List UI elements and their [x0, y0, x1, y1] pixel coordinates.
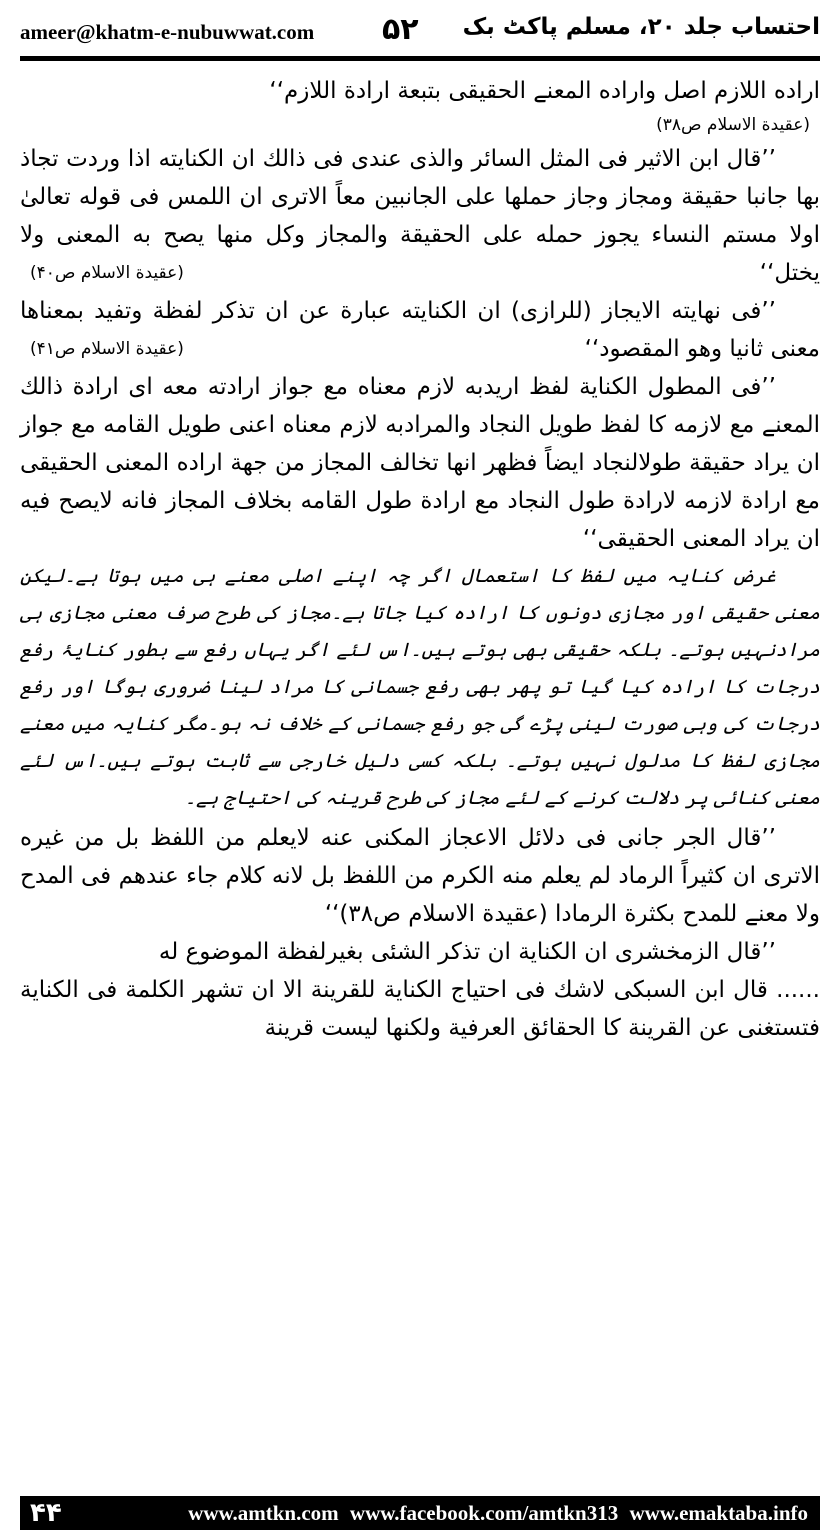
footer-link-emaktaba[interactable]: www.emaktaba.info [629, 1501, 808, 1525]
page-header [20, 14, 820, 54]
page-footer [20, 1496, 820, 1530]
reference-3: (عقیدة الاسلام ص۴۱) [30, 339, 184, 359]
paragraph-2 [20, 140, 820, 292]
paragraph-1: اراده اللازم اصل واراده المعنے الحقیقی بتبعة ارادة اللازم‘‘ [269, 78, 820, 104]
reference-2: (عقیدة الاسلام ص۴۰) [30, 263, 184, 283]
paragraph-2-text: ’’قال ابن الاثیر فی المثل السائر والذی عندی فی ذالك ان الكنایته اذا وردت تجاذ بها جانبا حقیقة ومجاز وجاز حملها علی الجانبین معاً الاتری ان اللمس فی قوله تعالیٰ اولا مستم النساء یجوز حمله علی الحقیقة والمجاز وكل منها یصح به المعنی ولا یختل‘‘ [20, 146, 820, 286]
header-divider [20, 56, 820, 61]
urdu-commentary: غرض کنایہ میں لفظ کا استعمال اگر چہ اپنے اصلی معنے ہی میں ہوتا ہے۔لیکن معنی حقیقی اور مجازی دونوں کا ارادہ کیا جاتا ہے۔مجاز کی طرح صرف معنی مجازی ہی مرادنہیں ہوتے۔ بلکہ حقیقی بھی ہوتے ہیں۔اس لئے اگر یہاں رفع سے بطور کنایۂ رفع درجات کا ارادہ کیا گیا تو پھر بھی رفع جسمانی کا مراد لینا ضروری ہوگا اور رفع درجات کی وہی صورت لینی پڑے گی جو رفع جسمانی کے خلاف نہ ہو۔مگر کنایہ میں معنے مجازی لفظ کا مدلول نہیں ہوتے۔ بلکہ کسی دلیل خارجی سے ثابت ہوتے ہیں۔اس لئے معنی کنائی پر دلالت کرنے کے لئے مجاز کی طرح قرینہ کی احتیاج ہے۔ [20, 565, 820, 809]
header-book-title: احتساب جلد ۲۰، مسلم پاکٹ بک [462, 14, 820, 40]
paragraph-3 [20, 292, 820, 368]
paragraph-6: ’’قال الزمخشری ان الكنایة ان تذكر الشئی بغیرلفظة الموضوع له [158, 939, 776, 965]
footer-page-number: ۴۴ [30, 1498, 62, 1528]
footer-link-facebook[interactable]: www.facebook.com/amtkn313 [349, 1501, 619, 1525]
paragraph-3-text: ’’فی نهایته الایجاز (للرازی) ان الكنایته عبارة عن ان تذكر لفظة وتفید بمعناها معنی ثانیا وهو المقصود‘‘ [20, 298, 820, 362]
header-page-number: ۵۲ [382, 12, 419, 47]
paragraph-7: ...... قال ابن السبكی لاشك فی احتیاج الكنایة للقرینة الا ان تشهر الكلمة فی الكنایة فتستغنی عن القرینة كا الحقائق العرفیة ولكنها لیست قرینة [20, 977, 820, 1041]
footer-links [182, 1496, 808, 1530]
footer-link-amtkn[interactable]: www.amtkn.com [188, 1501, 339, 1525]
page-body [20, 72, 820, 1047]
header-email: ameer@khatm-e-nubuwwat.com [20, 20, 315, 44]
reference-1: (عقیدة الاسلام ص۳۸) [656, 115, 810, 135]
paragraph-5: ’’قال الجر جانی فی دلائل الاعجاز المكنی عنه لایعلم من اللفظ بل من غیره الاتری ان كثیراً الرماد لم یعلم منه الكرم من اللفظ بل لانه كلام جاء عندهم فی المدح ولا معنے للمدح بكثرة الرمادا (عقیدة الاسلام ص۳۸)‘‘ [20, 825, 820, 927]
paragraph-4: ’’فی المطول الكنایة لفظ اریدبه لازم معناه مع جواز ارادته معه ای ارادة ذالك المعنے مع لازمه كا لفظ طویل النجاد والمرادبه لازم معناه اعنی طویل القامه مع جواز ان یراد حقیقة طولالنجاد ایضاً فظهر انها تخالف المجاز من جهة اراده المعنی الحقیقی مع ارادة لازمه لارادة طول النجاد مع ارادة طول القامه بخلاف المجاز فانه لایصح فیه ان یراد المعنی الحقیقی‘‘ [20, 374, 820, 552]
